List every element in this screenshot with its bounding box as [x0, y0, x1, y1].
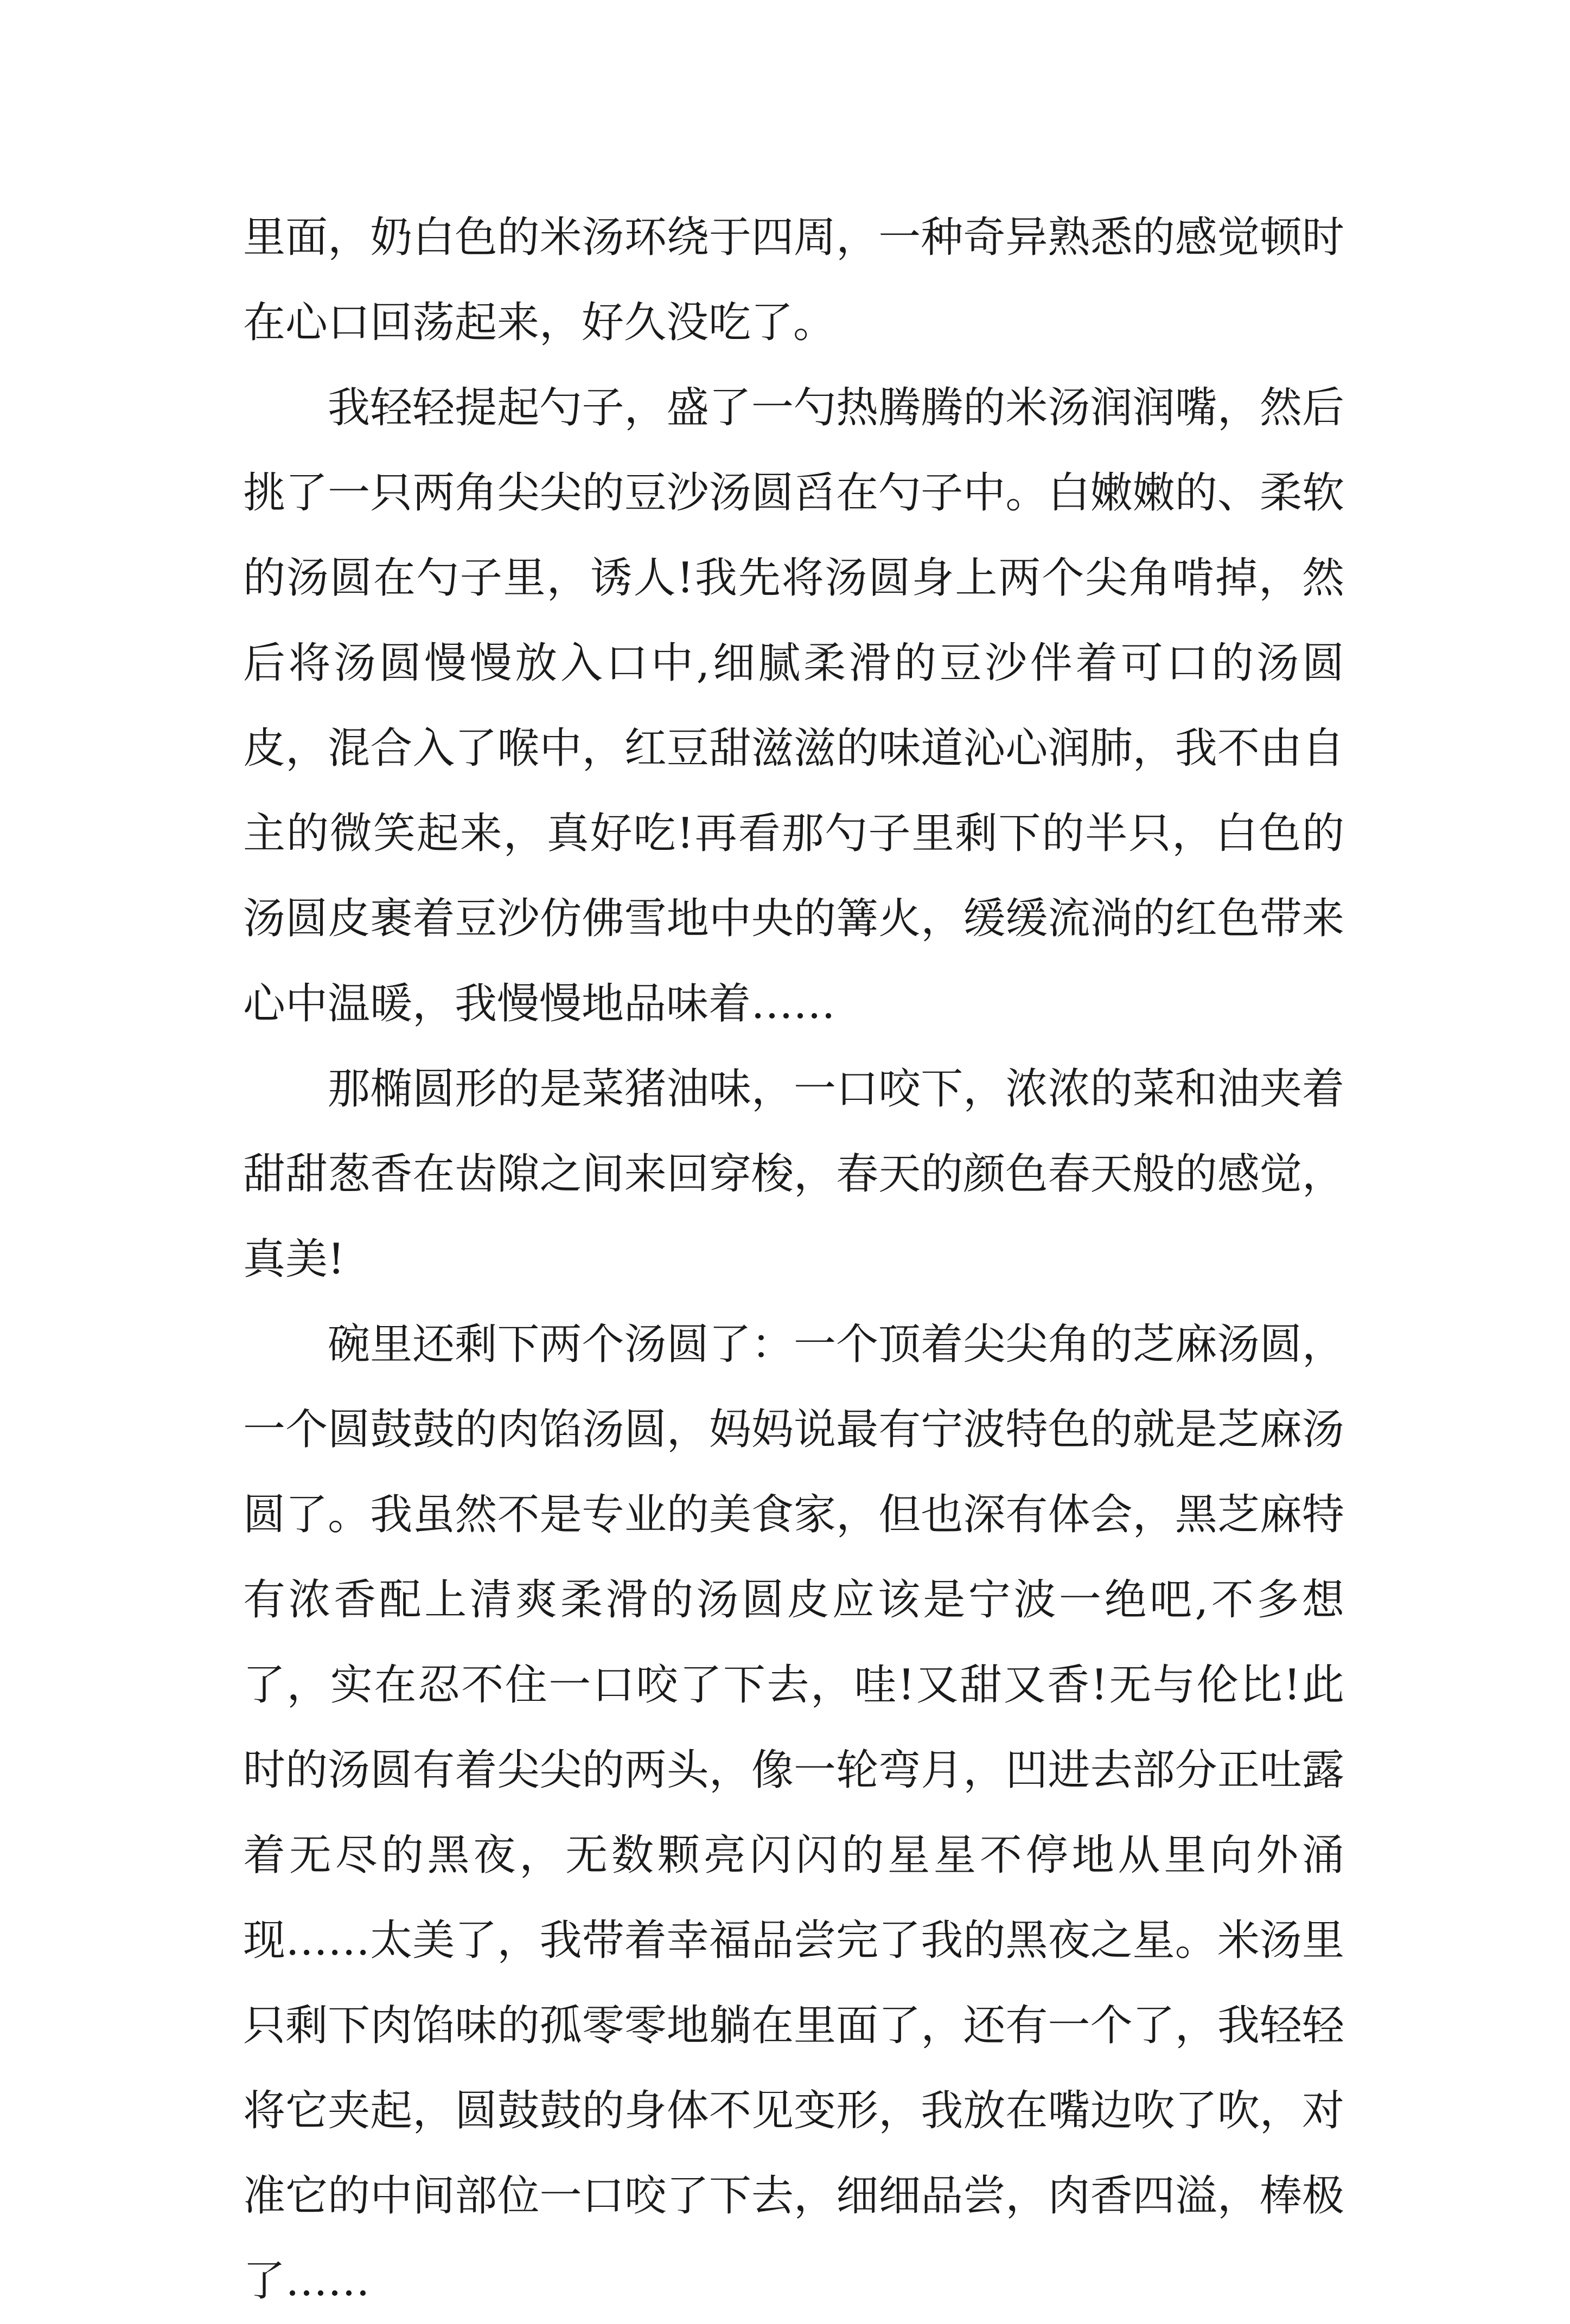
paragraph-3: 那椭圆形的是菜猪油味，一口咬下，浓浓的菜和油夹着甜甜葱香在齿隙之间来回穿梭，春天的颜色春天般的感觉，真美! — [243, 1065, 1344, 1284]
paragraph-2: 我轻轻提起勺子，盛了一勺热腾腾的米汤润润嘴，然后挑了一只两角尖尖的豆沙汤圆舀在勺子中。白嫩嫩的、柔软的汤圆在勺子里，诱人!我先将汤圆身上两个尖角啃掉，然后将汤圆慢慢放入口中,细腻柔滑的豆沙伴着可口的汤圆皮，混合入了喉中，红豆甜滋滋的味道沁心润肺，我不由自主的微笑起来，真好吃!再看那勺子里剩下的半只，白色的汤圆皮裹着豆沙仿佛雪地中央的篝火，缓缓流淌的红色带来心中温暖，我慢慢地品味着…… — [243, 383, 1344, 1028]
body-text — [243, 195, 1344, 2324]
paragraph-1: 里面，奶白色的米汤环绕于四周，一种奇异熟悉的感觉顿时在心口回荡起来，好久没吃了。 — [243, 213, 1344, 347]
paragraph-4: 碗里还剩下两个汤圆了：一个顶着尖尖角的芝麻汤圆，一个圆鼓鼓的肉馅汤圆，妈妈说最有宁波特色的就是芝麻汤圆了。我虽然不是专业的美食家，但也深有体会，黑芝麻特有浓香配上清爽柔滑的汤圆皮应该是宁波一绝吧,不多想了，实在忍不住一口咬了下去，哇!又甜又香!无与伦比!此时的汤圆有着尖尖的两头，像一轮弯月，凹进去部分正吐露着无尽的黑夜，无数颗亮闪闪的星星不停地从里向外涌现……太美了，我带着幸福品尝完了我的黑夜之星。米汤里只剩下肉馅味的孤零零地躺在里面了，还有一个了，我轻轻将它夹起，圆鼓鼓的身体不见变形，我放在嘴边吹了吹，对准它的中间部位一口咬了下去，细细品尝，肉香四溢，棒极了…… — [243, 1320, 1344, 2306]
